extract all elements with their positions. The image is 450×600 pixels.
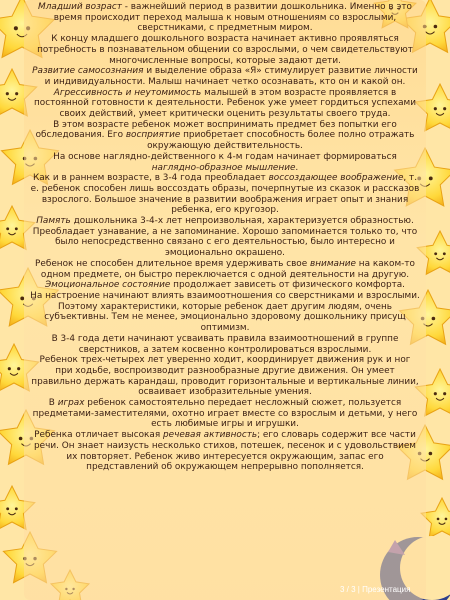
emphasized-term: Младший возраст [38, 2, 122, 12]
text-run: дошкольника 3-4-х лет непроизвольная, характеризуется образностью. Преобладает узнавание, а не запоминание. Хорошо запоминается только то, что было непосредственно связано с его деятельностью, было интересно и эмоционально окрашено. [32, 216, 418, 259]
paragraph [30, 152, 420, 173]
emphasized-term: внимание [310, 258, 356, 269]
emphasized-term: восприятие [125, 130, 181, 141]
text-run: . [295, 162, 299, 173]
paragraph [30, 430, 420, 473]
paragraph [30, 216, 420, 259]
text-run: приобретает способность более полно отражать окружающую действительность. [147, 130, 415, 152]
emphasized-term: играх [57, 398, 85, 409]
text-run: и выделение образа «Я» стимулирует развитие личности и индивидуальности. Малыш начинает четко осознавать, кто он и какой он. [44, 66, 418, 87]
text-run: В 3-4 года дети начинают усваивать правила взаимоотношений в группе сверстников, а затем косвенно контролироваться взрослыми. [51, 333, 399, 355]
text-run: , т. е. ребенок способен лишь воссоздать образы, почерпнутые из сказок и рассказов взрослого. Большое значение в развитии воображения играет опыт и знания ребенка, его кругозор. [30, 173, 420, 216]
text-run: В этом возрасте ребенок может воспринимать предмет без попытки его обследования. Его [35, 119, 397, 141]
text-run: На основе наглядно-действенного к 4-м годам начинает формироваться [53, 151, 397, 162]
paragraph [30, 2, 420, 34]
watermark: 3 / 3 | Презентация [340, 585, 411, 594]
text-run: Как и в раннем возрасте, в 3-4 года преобладает [32, 173, 269, 184]
article-text [30, 2, 420, 473]
text-run: ; его словарь содержит все части речи. Он знает наизусть несколько стихов, потешек, песенок и с удовольствием их повторяет. Ребенок живо интересуется окружающим, запас его представлений об окружающем непрерывно пополняется. [33, 430, 416, 473]
text-run: На настроение начинают влиять взаимоотношения со сверстниками и взрослыми. Поэтому характеристики, которые ребенок дает другим людям, очень субъективны. Тем не менее, эмоционально здоровому дошкольнику присущ оптимизм. [30, 290, 420, 334]
text-run: малышей в этом возрасте проявляется в постоянной готовности к деятельности. Ребенок уже умеет гордиться успехами своих действий, умеет критически оценить результаты своего труда. [34, 87, 416, 120]
emphasized-term: Развитие самосознания [32, 66, 144, 77]
emphasized-term: Память [36, 216, 71, 227]
text-run: В [48, 398, 58, 409]
paragraph [30, 355, 420, 398]
paragraph [30, 34, 420, 66]
text-run: Ребенок трех-четырех лет уверенно ходит, координирует движения рук и ног при ходьбе, воспроизводит разнообразные другие движения. Он умеет правильно держать карандаш, проводит горизонтальные и вертикальные линии, осваивает изобразительные умения. [31, 355, 419, 398]
emphasized-term: воссоздающее воображение [268, 173, 404, 184]
paragraph [30, 291, 420, 334]
paragraph [30, 120, 420, 152]
emphasized-term: Эмоциональное состояние [44, 280, 171, 291]
paragraph [30, 398, 420, 430]
emphasized-term: наглядно-образное мышление [151, 162, 296, 173]
paragraph [30, 173, 420, 216]
text-run: - важнейший период в развитии дошкольника. Именно в это время происходит переход малыша к новым отношениям со взрослыми, сверстниками, с предметным миром. [53, 2, 412, 34]
paragraph [30, 334, 420, 355]
paragraph [30, 280, 420, 291]
text-run: ребенок самостоятельно передает несложный сюжет, пользуется предметами-заместителями, охотно играет вместе со взрослым и детьми, у него есть любимые игры и игрушки. [32, 398, 418, 430]
emphasized-term: Агрессивность и неутомимость [53, 87, 202, 98]
paragraph [30, 259, 420, 280]
text-run: Ребенка отличает высокая [34, 430, 164, 441]
text-run: на каком-то одном предмете, он быстро переключается с одной деятельности на другую. [40, 258, 415, 280]
text-run: К концу младшего дошкольного возраста начинает активно проявляться потребность в познавательном общении со взрослыми, о чем свидетельствуют многочисленные вопросы, которые задают дети. [37, 34, 413, 66]
paragraph [30, 66, 420, 87]
text-run: Ребенок не способен длительное время удерживать свое [35, 258, 311, 269]
text-run: продолжает зависеть от физического комфорта. [170, 280, 406, 291]
emphasized-term: речевая активность [163, 430, 258, 441]
paragraph [30, 88, 420, 120]
